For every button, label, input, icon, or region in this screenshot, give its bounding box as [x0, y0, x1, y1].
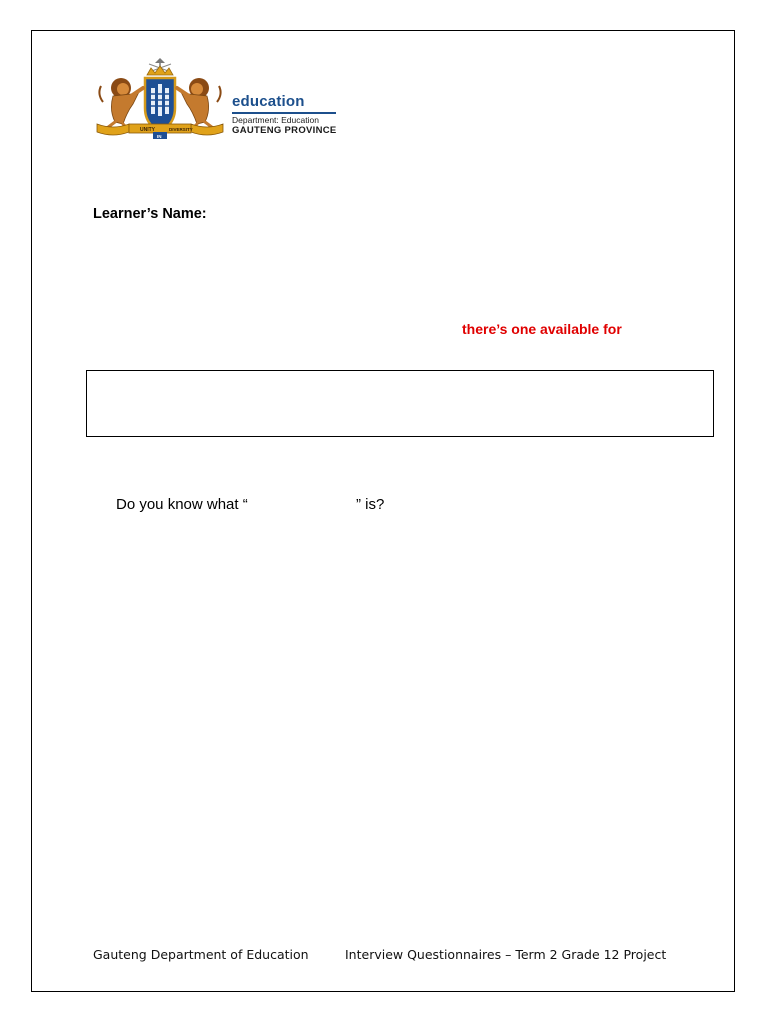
question-text-start: Do you know what “	[116, 496, 248, 513]
logo-province: GAUTENG PROVINCE	[232, 124, 337, 136]
logo-divider	[232, 112, 336, 114]
question-text-end: ” is?	[356, 496, 385, 513]
banner-center-text: IN	[157, 134, 162, 139]
footer-project: Interview Questionnaires – Term 2 Grade 12 Project	[345, 947, 667, 962]
banner-right-text: DIVERSITY	[169, 127, 193, 132]
learner-name-label: Learner’s Name:	[93, 206, 207, 222]
logo-title: education	[232, 93, 305, 110]
gauteng-education-logo	[93, 58, 343, 140]
footer-department: Gauteng Department of Education	[93, 947, 309, 962]
coat-of-arms-icon	[93, 58, 227, 140]
banner-left-text: UNITY	[140, 127, 155, 133]
logo-wordmark	[232, 94, 344, 137]
availability-note: there’s one available for	[462, 321, 622, 337]
answer-box[interactable]	[86, 370, 714, 437]
logo-department: Department: Education	[232, 114, 319, 125]
